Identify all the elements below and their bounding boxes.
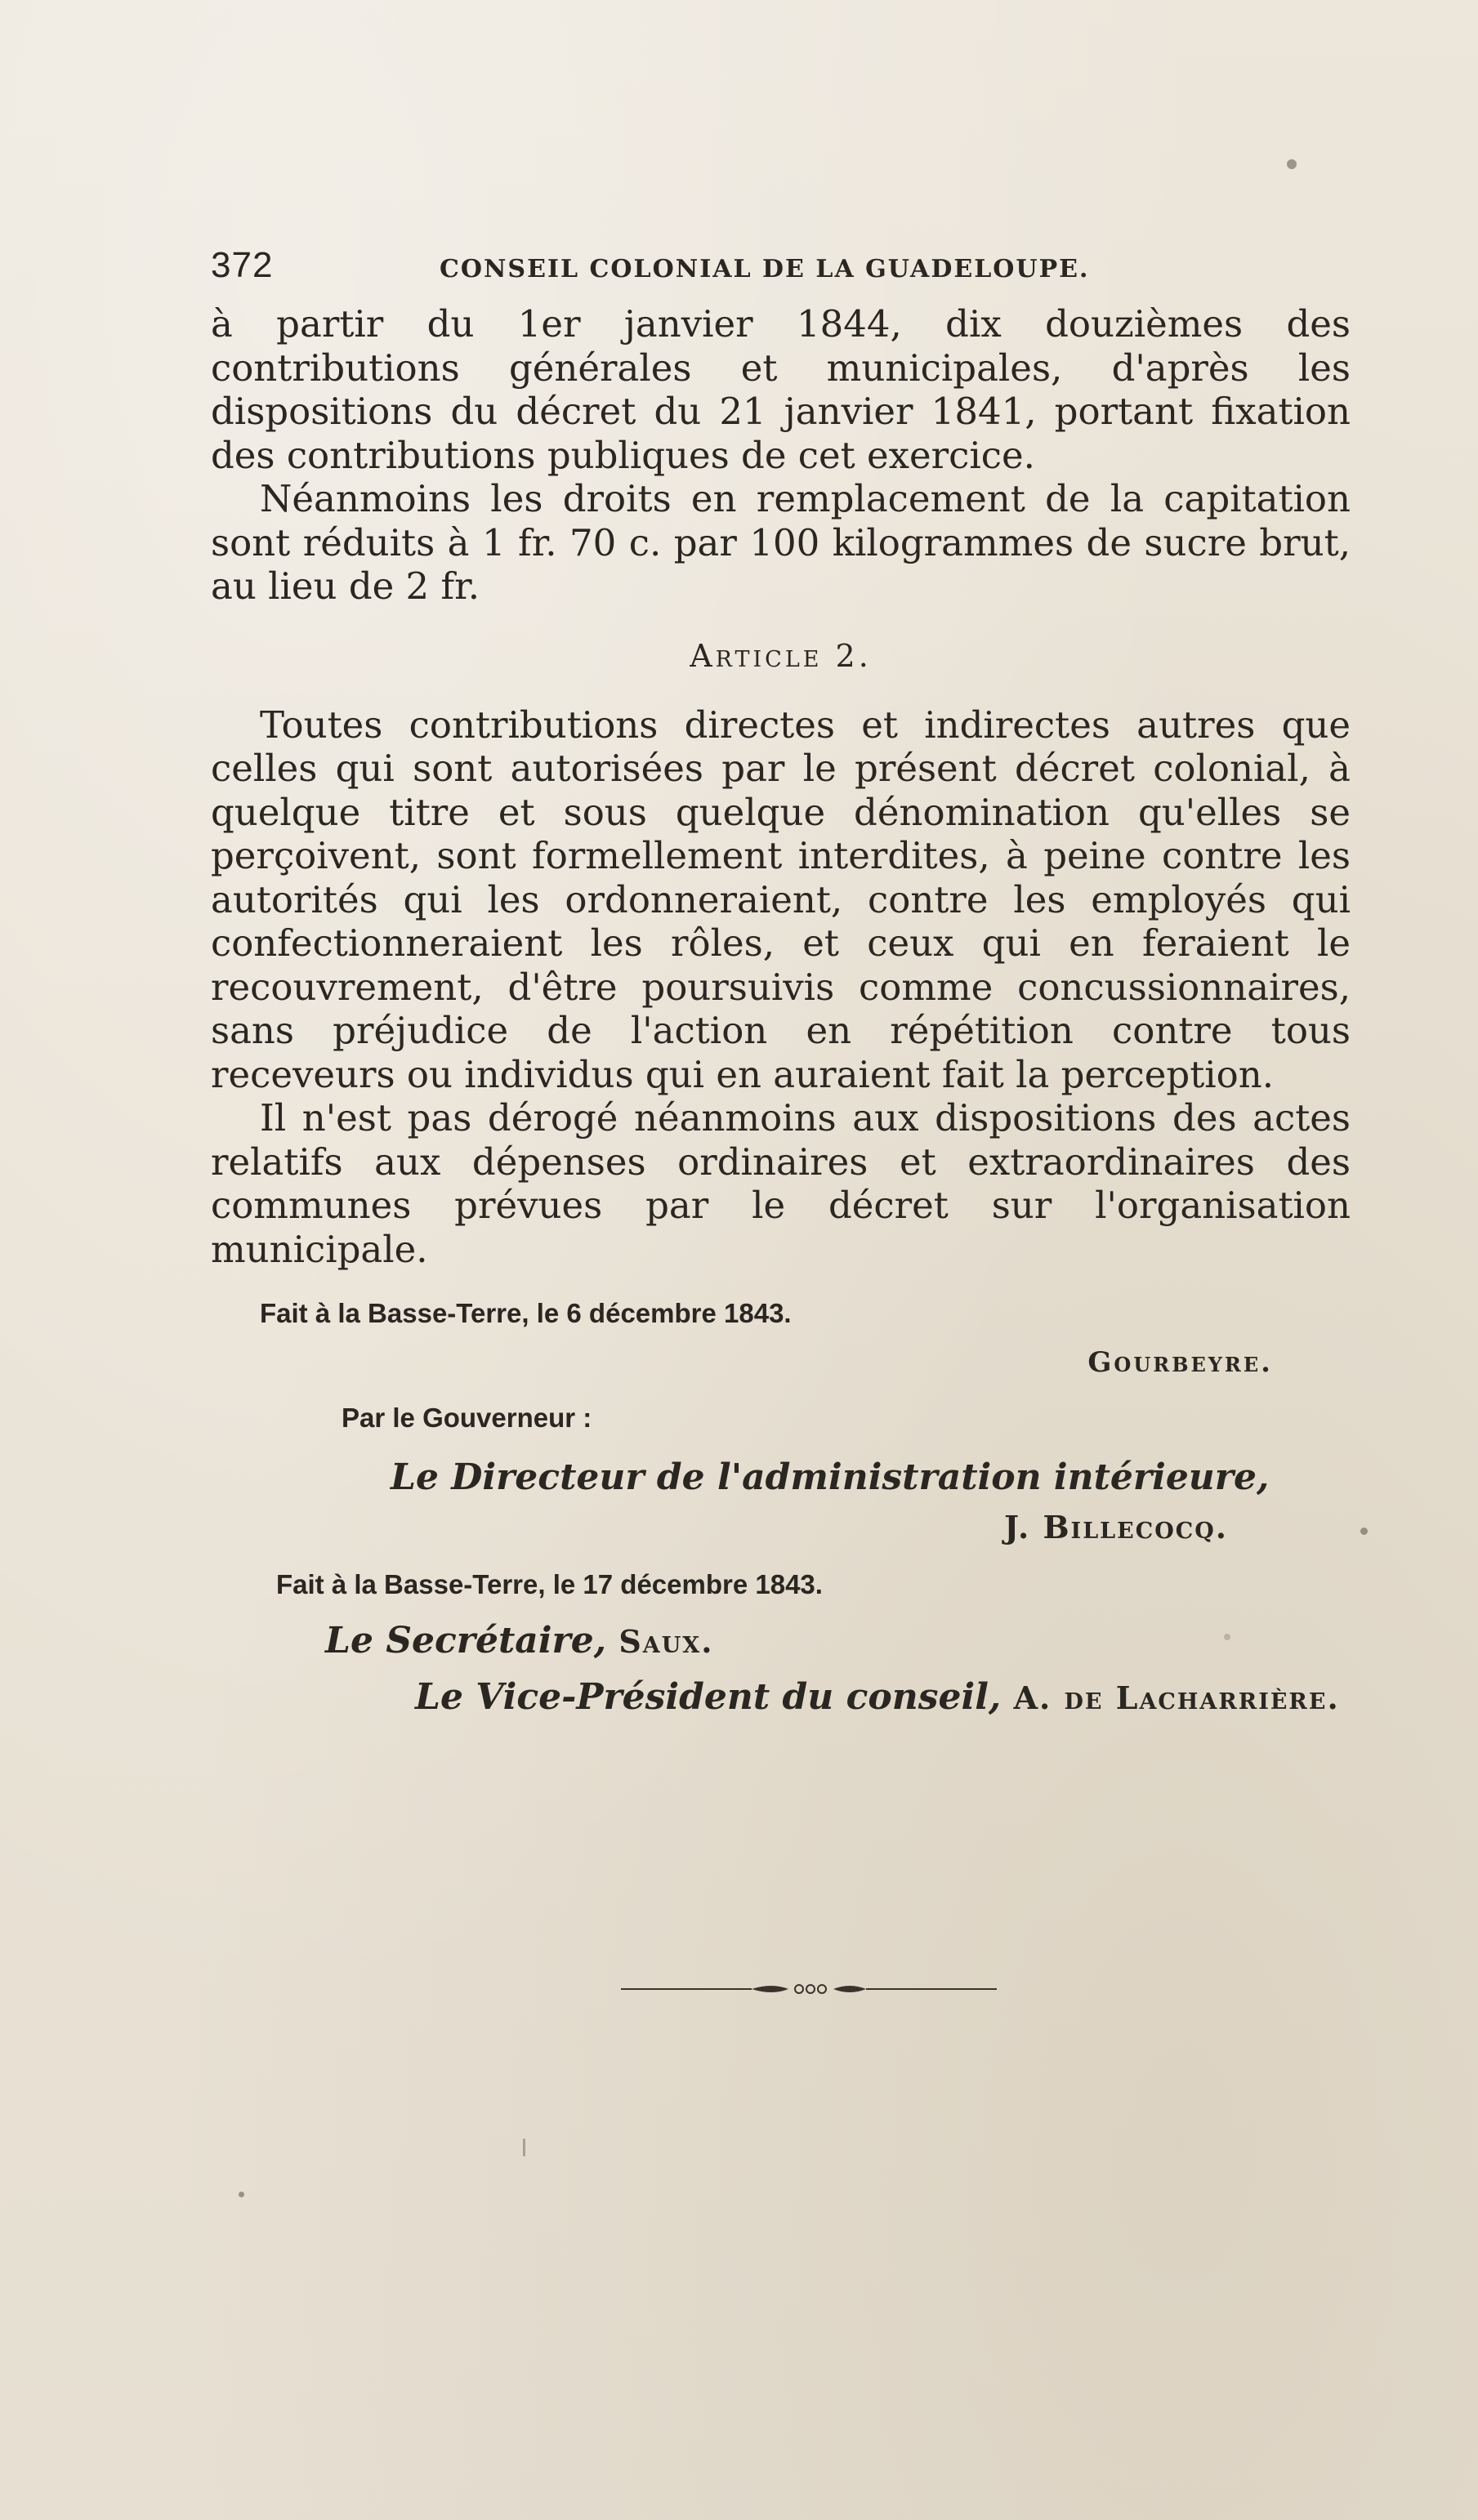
directeur-name: J. Billecocq. <box>1003 1509 1228 1545</box>
running-title: CONSEIL COLONIAL DE LA GUADELOUPE. <box>440 255 1090 283</box>
vice-president-title: Le Vice-Président du conseil, <box>415 1676 1002 1718</box>
running-head <box>211 245 1351 294</box>
secretaire-name: Saux. <box>618 1623 714 1660</box>
paper-speck <box>523 2139 525 2156</box>
date-line-1: Fait à la Basse-Terre, le 6 décembre 1843. <box>260 1298 792 1328</box>
page-number: 372 <box>211 245 274 285</box>
paragraph-1: à partir du 1er janvier 1844, dix douzièmes des contributions générales et municipales, d'après les dispositions du décret du 21 janvier 1841, portant fixation des contributions publiques de cet exercice. <box>211 302 1351 477</box>
directeur-title: Le Directeur de l'administration intérieure, <box>391 1456 1270 1498</box>
vice-president-name: A. de Lacharrière. <box>1013 1679 1340 1716</box>
paragraph-2: Néanmoins les droits en remplacement de la capitation sont réduits à 1 fr. 70 c. par 100 kilogrammes de sucre brut, au lieu de 2 fr. <box>211 477 1351 608</box>
par-le-gouverneur: Par le Gouverneur : <box>342 1403 592 1433</box>
paper-speck <box>239 2192 244 2197</box>
paragraph-4: Il n'est pas dérogé néanmoins aux dispositions des actes relatifs aux dépenses ordinaires et extraordinaires des communes prévues par le décret sur l'organisation municipale. <box>211 1096 1351 1271</box>
paper-speck <box>1287 159 1297 169</box>
secretaire-line <box>211 1616 1351 1667</box>
vice-president-line <box>211 1672 1351 1724</box>
secretaire-title: Le Secrétaire, <box>325 1620 607 1661</box>
text-block <box>211 245 1351 1724</box>
article-heading: Article 2. <box>690 637 872 674</box>
date-line-2: Fait à la Basse-Terre, le 17 décembre 1843. <box>276 1569 823 1599</box>
paragraph-3: Toutes contributions directes et indirectes autres que celles qui sont autorisées par le présent décret colonial, à quelque titre et sous quelque dénomination qu'elles se perçoivent, sont formellement interdites, à peine contre les autorités qui les ordonneraient, contre les employés qui confectionneraient les rôles, et ceux qui en feraient le recouvrement, d'être poursuivis comme concussionnaires, sans préjudice de l'action en répétition contre tous receveurs ou individus qui en auraient fait la perception. <box>211 702 1351 1096</box>
paper-speck <box>1360 1528 1368 1535</box>
governor-signature: Gourbeyre. <box>1087 1346 1273 1379</box>
end-ornament <box>621 1981 997 1997</box>
paper-speck <box>1224 1634 1230 1640</box>
